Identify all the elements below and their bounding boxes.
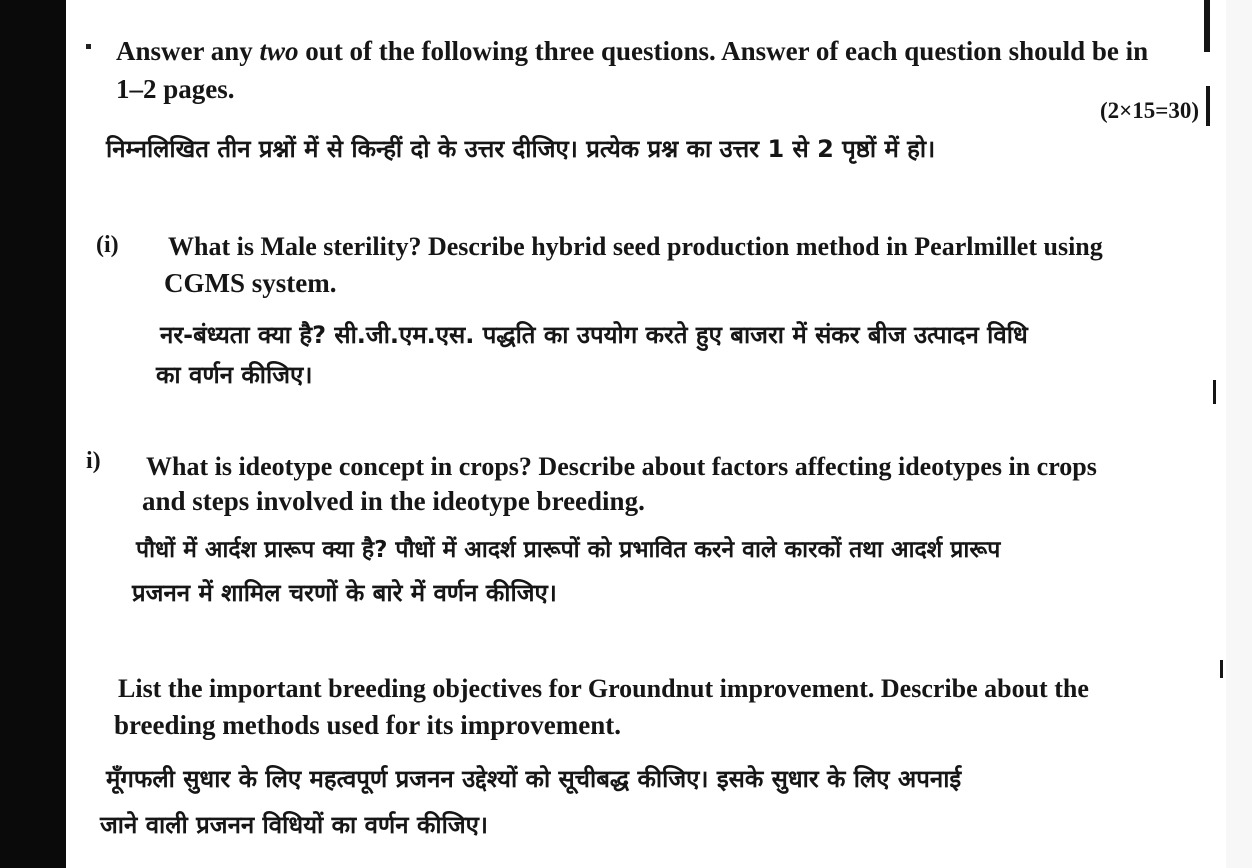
- page-left-shadow: [0, 0, 66, 868]
- question-hindi-line1: मूँगफली सुधार के लिए महत्वपूर्ण प्रजनन उद्देश्यों को सूचीबद्ध कीजिए। इसके सुधार के लिए अपनाई: [106, 765, 962, 793]
- question-hindi-line2: प्रजनन में शामिल चरणों के बारे में वर्णन कीजिए।: [132, 579, 557, 607]
- page-right-edge: [1226, 0, 1252, 868]
- question-en-line1: What is Male sterility? Describe hybrid seed production method in Pearlmillet using: [168, 232, 1103, 261]
- edge-mark: [1204, 0, 1210, 52]
- edge-mark: [1220, 660, 1223, 678]
- edge-mark: [1206, 86, 1210, 126]
- instruction-hindi: निम्नलिखित तीन प्रश्नों में से किन्हीं दो के उत्तर दीजिए। प्रत्येक प्रश्न का उत्तर 1 से 2 पृष्ठों में हो।: [106, 135, 936, 163]
- question-en-line2: breeding methods used for its improvement.: [114, 710, 622, 740]
- question-number: i): [86, 448, 101, 474]
- question-hindi-line1: पौधों में आर्दश प्रारूप क्या है? पौधों में आदर्श प्रारूपों को प्रभावित करने वाले कारकों तथा आदर्श प्रारूप: [136, 537, 1001, 563]
- question-en-line1: List the important breeding objectives for Groundnut improvement. Describe about the: [118, 674, 1089, 703]
- question-hindi-line2: का वर्णन कीजिए।: [156, 361, 313, 389]
- question-en-line1: What is ideotype concept in crops? Describe about factors affecting ideotypes in crops: [146, 452, 1097, 481]
- question-en-line2: CGMS system.: [164, 268, 337, 298]
- instruction-en-line1: Answer any two out of the following three questions. Answer of each question should be in: [116, 36, 1149, 66]
- instruction-en-line2: 1–2 pages.: [116, 74, 235, 104]
- marks-label: (2×15=30): [1100, 98, 1200, 123]
- edge-mark: [1213, 380, 1216, 404]
- question-hindi-line1: नर-बंध्यता क्या है? सी.जी.एम.एस. पद्धति का उपयोग करते हुए बाजरा में संकर बीज उत्पादन विधि: [160, 321, 1028, 349]
- question-en-line2: and steps involved in the ideotype breeding.: [142, 486, 645, 516]
- question-number: (i): [96, 232, 119, 258]
- question-bullet: [86, 44, 91, 49]
- question-hindi-line2: जाने वाली प्रजनन विधियों का वर्णन कीजिए।: [100, 811, 489, 839]
